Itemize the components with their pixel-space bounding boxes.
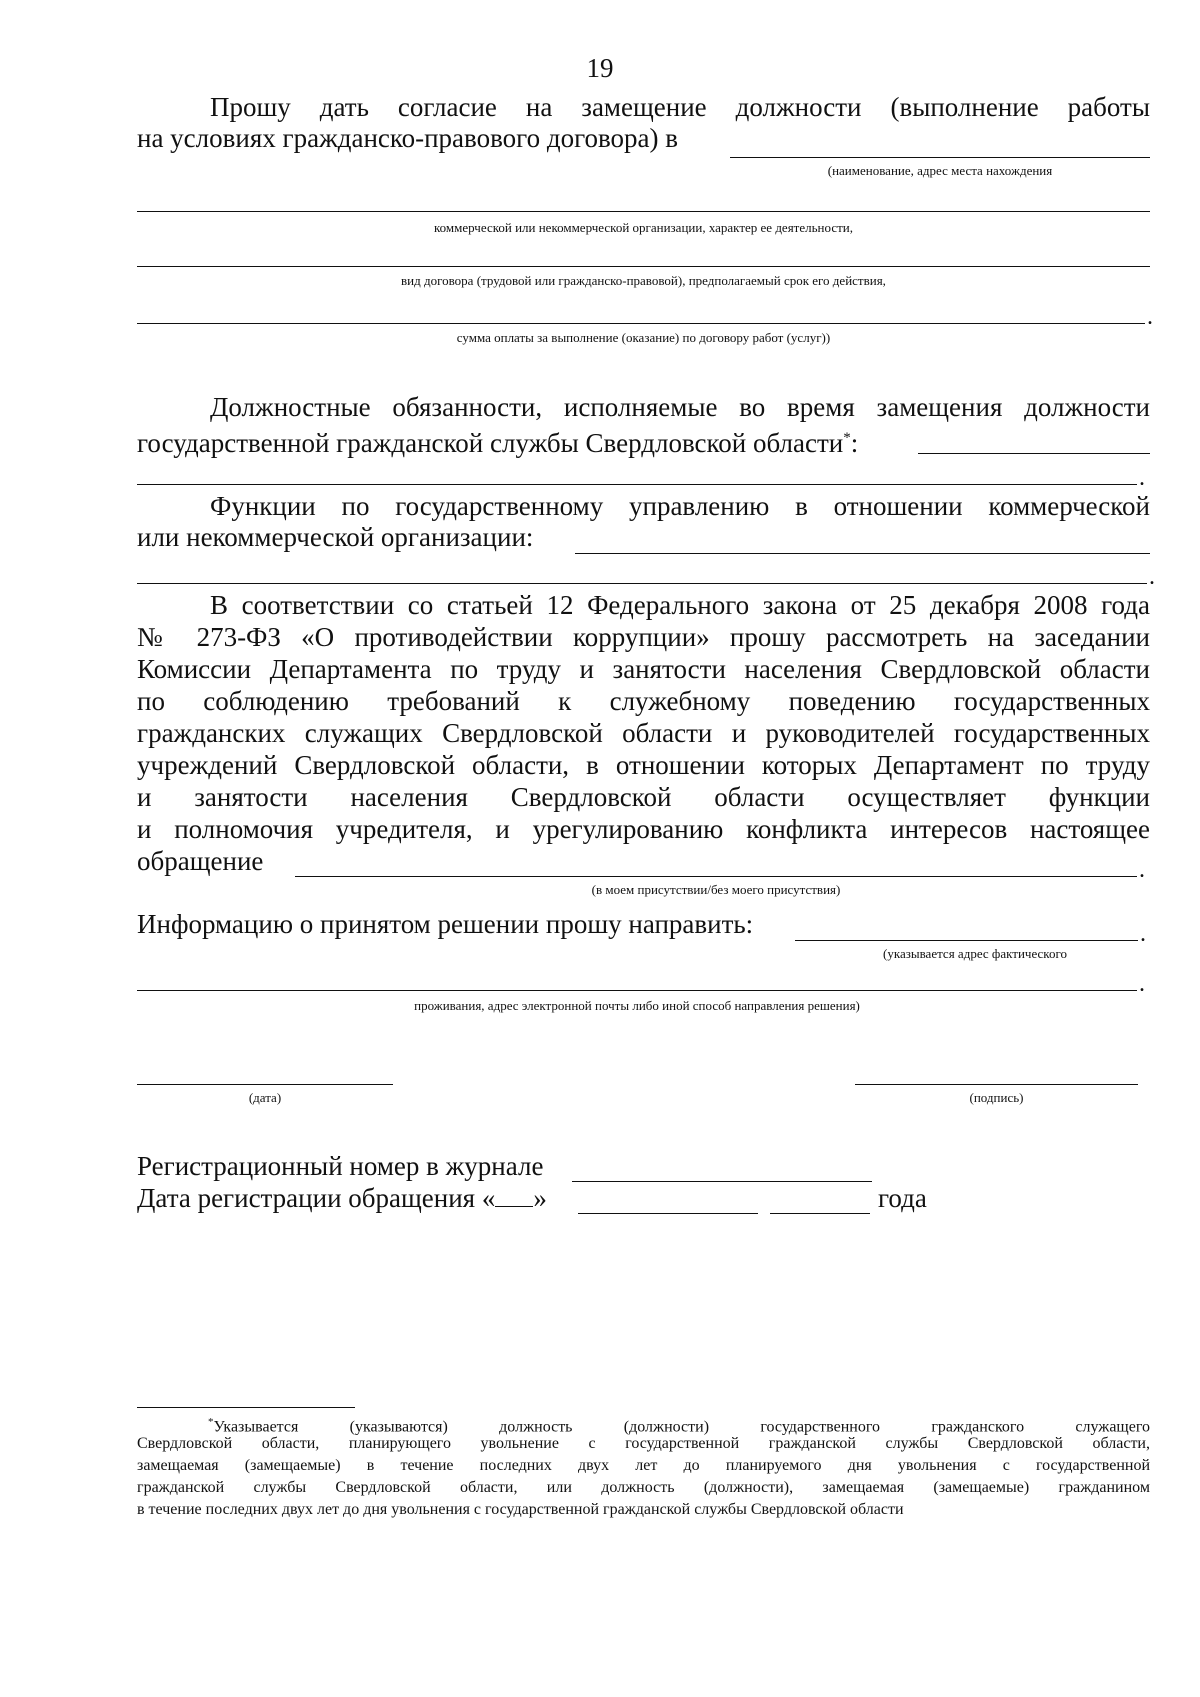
p4-line-6: учреждений Свердловской области, в отношении которых Департамент по труду (137, 750, 1150, 780)
footnote-line-2: Свердловской области, планирующего увольнение с государственной гражданской службы Свердловской области, (137, 1435, 1150, 1452)
p1-line1: Прошу дать согласие на замещение должности (выполнение работы (210, 92, 1150, 122)
p1-caption-1: (наименование, адрес места нахождения (827, 163, 1053, 178)
registration-date-row (137, 1182, 547, 1214)
p4-line-7: и занятости населения Свердловской области осуществляет функции (137, 782, 1150, 812)
p5-caption-2: проживания, адрес электронной почты либо иной способ направления решения) (414, 998, 860, 1013)
day-blank (495, 1182, 533, 1207)
p4-caption: (в моем присутствии/без моего присутствия) (591, 882, 841, 897)
p1-end-period: . (1147, 304, 1153, 330)
p3-fill-line-2 (137, 583, 1147, 584)
p1-fill-line-4 (137, 323, 1145, 324)
p2-colon: : (850, 428, 859, 458)
p1-fill-line-2 (137, 211, 1150, 212)
p4-line-3: Комиссии Департамента по труду и занятости населения Свердловской области (137, 654, 1150, 684)
date-line (137, 1084, 393, 1085)
p2-line1: Должностные обязанности, исполняемые во время замещения должности (210, 392, 1150, 422)
p5-end-period-1: . (1140, 921, 1146, 947)
p4-last-line: обращение (137, 846, 264, 876)
p4-fill-line (295, 876, 1137, 877)
p2-fill-line-1 (918, 453, 1150, 454)
p4-line-1: В соответствии со статьей 12 Федерального закона от 25 декабря 2008 года (210, 590, 1150, 620)
footnote-line-3: замещаемая (замещаемые) в течение последних двух лет до планируемого дня увольнения с государственной (137, 1457, 1150, 1474)
p3-line1: Функции по государственному управлению в отношении коммерческой (210, 491, 1150, 521)
p5-fill-line-1 (795, 940, 1138, 941)
page-number: 19 (586, 53, 614, 83)
registration-date-label: Дата регистрации обращения « (137, 1183, 496, 1213)
p5-line1: Информацию о принятом решении прошу направить: (137, 909, 754, 939)
date-caption: (дата) (248, 1090, 282, 1105)
p1-line2: на условиях гражданско-правового договора) в (137, 123, 679, 153)
p4-line-5: гражданских служащих Свердловской области и руководителей государственных (137, 718, 1150, 748)
p1-caption-4: сумма оплаты за выполнение (оказание) по договору работ (услуг)) (456, 330, 831, 345)
footnote-line-5: в течение последних двух лет до дня увольнения с государственной гражданской службы Свердловской области (137, 1501, 904, 1518)
registration-number-line (572, 1181, 872, 1182)
year-word: года (878, 1183, 927, 1213)
footnote-separator (137, 1407, 355, 1408)
p4-end-period: . (1139, 857, 1145, 883)
p2-line2-text: государственной гражданской службы Свердловской области (137, 428, 844, 458)
p1-fill-line-3 (137, 266, 1150, 267)
registration-number-label: Регистрационный номер в журнале (137, 1151, 544, 1181)
p2-fill-line-2 (137, 484, 1137, 485)
year-blank (770, 1213, 870, 1214)
footnote-line-4: гражданской службы Свердловской области, или должность (должности), замещаемая (замещаемые) гражданином (137, 1479, 1150, 1496)
p3-end-period: . (1149, 564, 1155, 590)
p4-line-4: по соблюдению требований к служебному поведению государственных (137, 686, 1150, 716)
p1-caption-3: вид договора (трудовой или гражданско-правовой), предполагаемый срок его действия, (401, 273, 886, 288)
footnote-star: * (208, 1416, 214, 1428)
p3-fill-line-1 (575, 553, 1150, 554)
signature-line (855, 1084, 1138, 1085)
p5-caption-1: (указывается адрес фактического (883, 946, 1067, 961)
p2-end-period: . (1139, 465, 1145, 491)
footnote-line-1-text: Указывается (указываются) должность (должности) государственного гражданского служащего (213, 1418, 1150, 1436)
p5-fill-line-2 (137, 990, 1137, 991)
month-blank (578, 1213, 758, 1214)
p3-line2: или некоммерческой организации: (137, 522, 534, 552)
footnote-marker: * (843, 430, 851, 446)
p1-fill-line-1 (730, 157, 1150, 158)
p2-line2 (137, 422, 858, 459)
p1-caption-2: коммерческой или некоммерческой организации, характер ее деятельности, (434, 220, 853, 235)
p4-line-2: № 273-ФЗ «О противодействии коррупции» прошу рассмотреть на заседании (137, 622, 1150, 652)
quote-close: » (533, 1183, 547, 1213)
signature-caption: (подпись) (969, 1090, 1024, 1105)
p5-end-period-2: . (1139, 971, 1145, 997)
p4-line-8: и полномочия учредителя, и урегулированию конфликта интересов настоящее (137, 814, 1150, 844)
